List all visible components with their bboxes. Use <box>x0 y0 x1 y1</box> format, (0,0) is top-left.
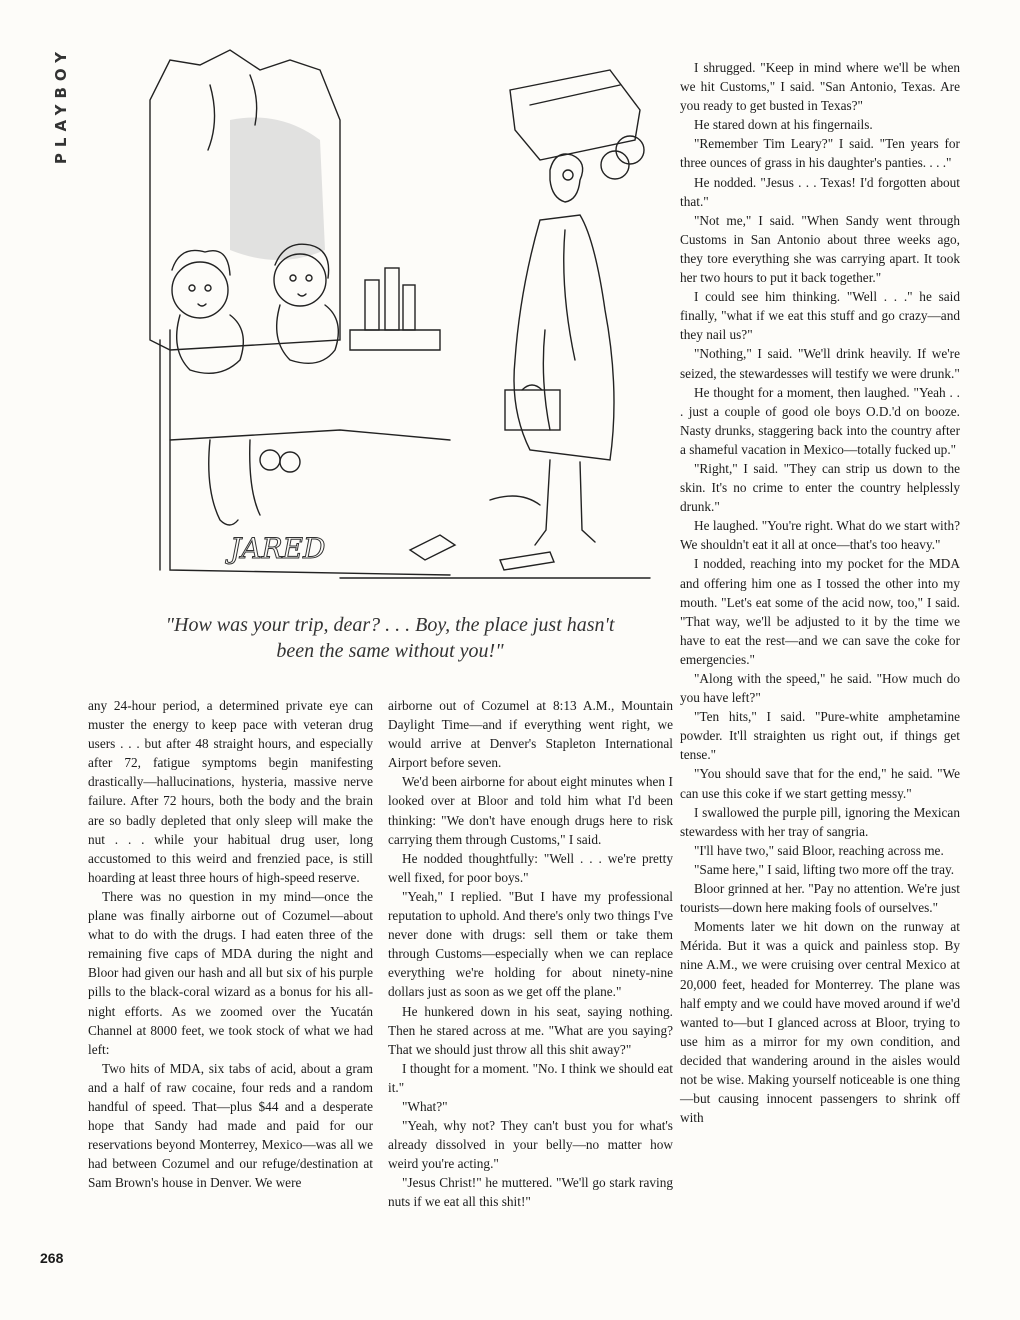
paragraph: He thought for a moment, then laughed. "Yeah . . . just a couple of good ole boys O.D.'d on booze. Nasty drunks, staggering back into the country after a shameful vacation in Mexico—totally fucked up." <box>680 384 960 457</box>
paragraph: "Nothing," I said. "We'll drink heavily. If we're seized, the stewardesses will testify we were drunk." <box>680 346 960 381</box>
paragraph: We'd been airborne for about eight minutes when I looked over at Bloor and told him what I'd been thinking: "We don't have enough drugs here to risk carrying them through Customs," I said. <box>388 774 673 847</box>
paragraph: "Same here," I said, lifting two more off the tray. <box>694 861 955 877</box>
paragraph: There was no question in my mind—once the plane was finally airborne out of Cozumel—about what to do with the drugs. I had eaten three of the remaining five caps of MDA during the night and Bloor had given our hash and all but six of his purple pills to the black-coral wizard as a bonus for his all-night efforts. As we zoomed over the Yucatán Channel at 8000 feet, we took stock of what we had left: <box>88 888 373 1057</box>
paragraph: Moments later we hit down on the runway at Mérida. But it was a quick and painless stop. By nine A.M., we were cruising over central Mexico at 20,000 feet, headed for Monterrey. The plane was half empty and we could have moved around if we'd wanted to—but I glanced across at Bloor, trying to use him as a mirror for my own condition, and decided that wandering around in the aisles would not be wise. Making yourself noticeable is one thing—but causing innocent passengers to shrink off with <box>680 919 960 1126</box>
paragraph: I thought for a moment. "No. I think we should eat it." <box>388 1060 673 1095</box>
paragraph: He nodded thoughtfully: "Well . . . we're pretty well fixed, for poor boys." <box>388 850 673 885</box>
paragraph: "Right," I said. "They can strip us down to the skin. It's no crime to enter the country helplessly drunk." <box>680 460 960 515</box>
paragraph: He stared down at his fingernails. <box>694 117 873 133</box>
text-column-middle <box>388 696 673 1212</box>
paragraph: "Yeah," I replied. "But I have my professional reputation to uphold. And there's only two things I've never done with drugs: sell them or take them through Customs—especially when we can replace everything we're holding for about ninety-nine dollars just as soon as we get off the plane." <box>388 888 673 1000</box>
paragraph: I could see him thinking. "Well . . ." he said finally, "what if we eat this stuff and go crazy—and they nail us?" <box>680 289 960 343</box>
paragraph: "Jesus Christ!" he muttered. "We'll go stark raving nuts if we eat all this shit!" <box>388 1175 673 1210</box>
paragraph: "You should save that for the end," he said. "We can use this coke if we start getting messy." <box>680 766 960 801</box>
text-column-left <box>88 696 373 1192</box>
paragraph: I swallowed the purple pill, ignoring the Mexican stewardess with her tray of sangria. <box>680 804 960 839</box>
paragraph: airborne out of Cozumel at 8:13 A.M., Mountain Daylight Time—and if everything went right, we would arrive at Denver's Stapleton International Airport before seven. <box>388 698 673 771</box>
paragraph: "Not me," I said. "When Sandy went through Customs in San Antonio about three weeks ago, they tore everything she was carrying apart. It took her two hours to put it back together." <box>680 212 960 286</box>
paragraph: "Yeah, why not? They can't bust you for what's already dissolved in your belly—no matter how weird you're acting." <box>388 1118 673 1172</box>
magazine-name: PLAYBOY <box>52 46 70 165</box>
page-number: 268 <box>40 1250 64 1266</box>
text-column-right <box>680 58 960 1127</box>
cartoon-caption: "How was your trip, dear? . . . Boy, the place just hasn't been the same without you!" <box>165 614 615 662</box>
paragraph: I nodded, reaching into my pocket for the MDA and offering him one as I tossed the other into my mouth. "Let's eat some of the acid now, too," I said. "That way, we'll be adjusted to it by the time we have to eat the rest—and we can save the coke for emergencies." <box>680 556 960 667</box>
cartoon-illustration <box>110 30 670 590</box>
paragraph: "I'll have two," said Bloor, reaching across me. <box>694 842 944 858</box>
paragraph: I shrugged. "Keep in mind where we'll be when we hit Customs," I said. "San Antonio, Texas. Are you ready to get busted in Texas?" <box>680 60 960 114</box>
paragraph: "Ten hits," I said. "Pure-white amphetamine powder. It'll straighten us right out, if things get tense." <box>680 709 960 763</box>
paragraph: Bloor grinned at her. "Pay no attention. We're just tourists—down here making fools of ourselves." <box>680 881 960 916</box>
paragraph: He nodded. "Jesus . . . Texas! I'd forgotten about that." <box>680 174 960 209</box>
paragraph: "Along with the speed," he said. "How much do you have left?" <box>680 671 960 706</box>
paragraph: any 24-hour period, a determined private eye can muster the energy to keep pace with veteran drug users . . . but after 48 straight hours, and especially after 72, fatigue symptoms begin manifesting drastically—hallucinations, hysteria, massive nerve failure. After 72 hours, both the body and the brain are so badly depleted that only sleep will make the nut . . . while your habitual drug user, long accustomed to this weird and frenzied pace, is still hoarding at least three hours of high-speed reserve. <box>88 698 373 885</box>
paragraph: "Remember Tim Leary?" I said. "Ten years for three ounces of grass in his daughter's panties. . . ." <box>680 136 960 171</box>
paragraph: He hunkered down in his seat, saying nothing. Then he stared across at me. "What are you saying? That we should just throw all this shit away?" <box>388 1003 673 1057</box>
paragraph: He laughed. "You're right. What do we start with? We shouldn't eat it all at once—that's too heavy." <box>680 518 960 553</box>
artist-signature: JARED <box>230 532 326 565</box>
paragraph: Two hits of MDA, six tabs of acid, about a gram and a half of raw cocaine, four reds and a random handful of speed. That—plus $44 and a desperate hope that Sandy had made and paid for our reservations beyond Monterrey, Mexico—was all we had between Cozumel and our refuge/destination at Sam Brown's house in Denver. We were <box>88 1060 373 1191</box>
paragraph: "What?" <box>402 1098 448 1114</box>
